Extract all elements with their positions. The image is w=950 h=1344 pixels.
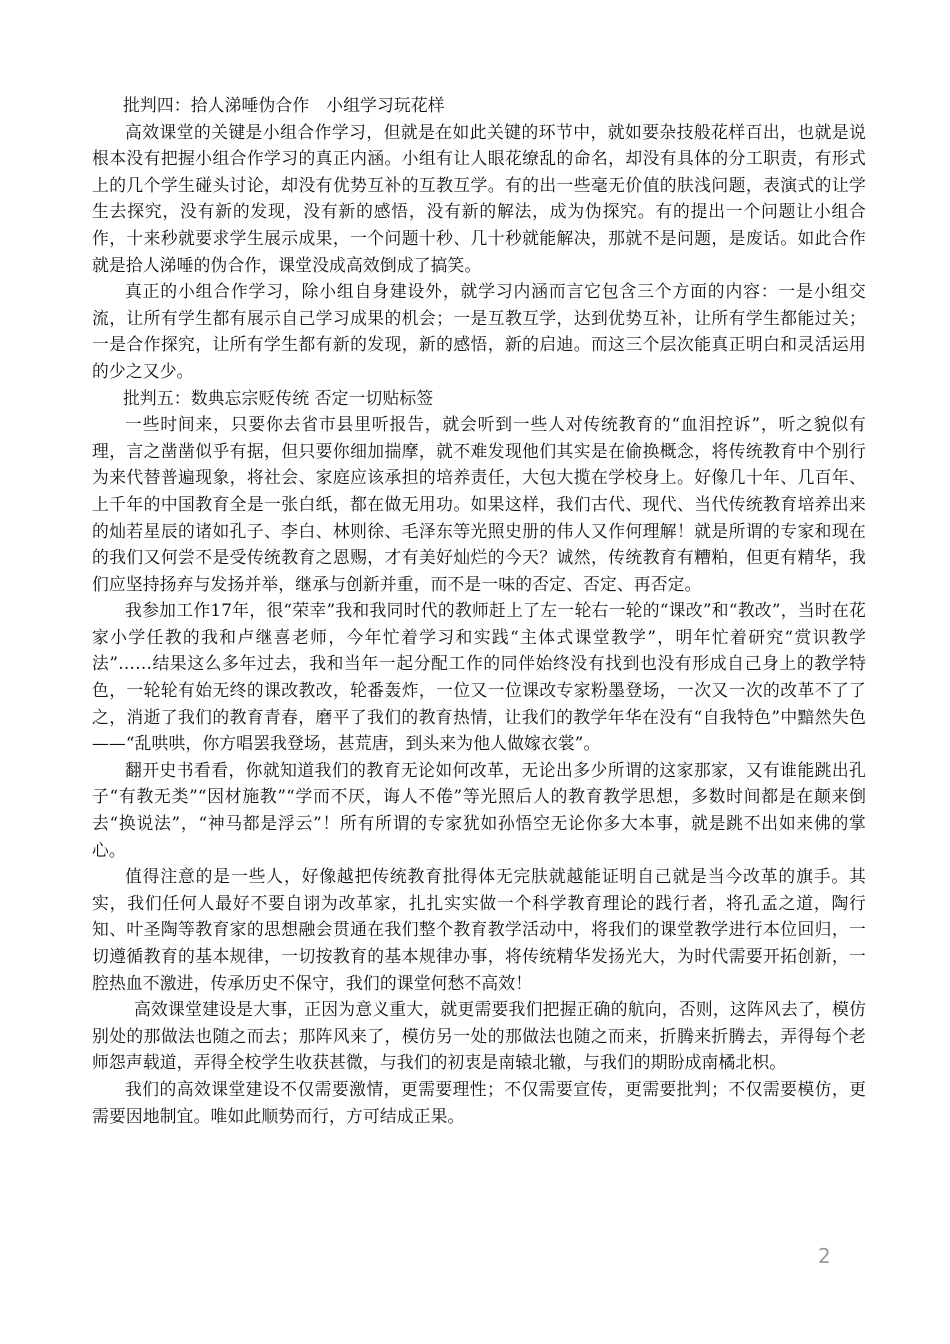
body-paragraph: 高效课堂建设是大事，正因为意义重大，就更需要我们把握正确的航向，否则，这阵风去了，模仿别处的那做法也随之而去；那阵风来了，模仿另一处的那做法也随之而来，折腾来折腾去，弄得每个老师怨声载道，弄得全校学生收获甚微，与我们的初衷是南辕北辙，与我们的期盼成南橘北枳。 — [92, 999, 866, 1073]
body-paragraph: 我参加工作17年，很“荣幸”我和我同时代的教师赶上了左一轮右一轮的“课改”和“教改”，当时在花家小学任教的我和卢继喜老师，今年忙着学习和实践“主体式课堂教学”，明年忙着研究“赏识教学法”……结果这么多年过去，我和当年一起分配工作的同伴始终没有找到也没有形成自己身上的教学特色，一轮轮有始无终的课改教改，轮番轰炸，一位又一位课改专家粉墨登场，一次又一次的改革不了了之，消逝了我们的教育青春，磨平了我们的教育热情，让我们的教学年华在没有“自我特色”中黯然失色——“乱哄哄，你方唱罢我登场，甚荒唐，到头来为他人做嫁衣裳”。 — [92, 600, 866, 754]
body-paragraph: 一些时间来，只要你去省市县里听报告，就会听到一些人对传统教育的“血泪控诉”，听之貌似有理，言之凿凿似乎有据，但只要你细加揣摩，就不难发现他们其实是在偷换概念，将传统教育中个别行为来代替普遍现象，将社会、家庭应该承担的培养责任，大包大揽在学校身上。好像几十年、几百年、上千年的中国教育全是一张白纸，都在做无用功。如果这样，我们古代、现代、当代传统教育培养出来的灿若星辰的诸如孔子、李白、林则徐、毛泽东等光照史册的伟人又作何理解！就是所谓的专家和现在的我们又何尝不是受传统教育之恩赐，才有美好灿烂的今天？诚然，传统教育有糟粕，但更有精华，我们应坚持扬弃与发扬并举，继承与创新并重，而不是一味的否定、否定、再否定。 — [92, 414, 866, 594]
body-paragraph: 高效课堂的关键是小组合作学习，但就是在如此关键的环节中，就如要杂技般花样百出，也就是说根本没有把握小组合作学习的真正内涵。小组有让人眼花缭乱的命名，却没有具体的分工职责，有形式上的几个学生碰头讨论，却没有优势互补的互教互学。有的出一些毫无价值的肤浅问题，表演式的让学生去探究，没有新的发现，没有新的感悟，没有新的解法，成为伪探究。有的提出一个问题让小组合作，十来秒就要求学生展示成果，一个问题十秒、几十秒就能解决，那就不是问题，是废话。如此合作就是拾人涕唾的伪合作，课堂没成高效倒成了搞笑。 — [92, 121, 866, 275]
document-body — [92, 92, 866, 1129]
body-paragraph: 我们的高效课堂建设不仅需要激情，更需要理性；不仅需要宣传，更需要批判；不仅需要模仿，更需要因地制宜。唯如此顺势而行，方可结成正果。 — [92, 1078, 866, 1126]
body-paragraph: 值得注意的是一些人，好像越把传统教育批得体无完肤就越能证明自己就是当今改革的旗手。其实，我们任何人最好不要自诩为改革家，扎扎实实做一个科学教育理论的践行者，将孔孟之道，陶行知、叶圣陶等教育家的思想融会贯通在我们整个教育教学活动中，将我们的课堂教学进行本位回归，一切遵循教育的基本规律，一切按教育的基本规律办事，将传统精华发扬光大，为时代需要开拓创新，一腔热血不激进，传承历史不保守，我们的课堂何愁不高效！ — [92, 866, 866, 993]
body-paragraph: 真正的小组合作学习，除小组自身建设外，就学习内涵而言它包含三个方面的内容：一是小组交流，让所有学生都有展示自己学习成果的机会；一是互教互学，达到优势互补，让所有学生都能过关；一是合作探究，让所有学生都有新的发现，新的感悟，新的启迪。而这三个层次能真正明白和灵活运用的少之又少。 — [92, 281, 866, 381]
section-heading-four: 批判四：拾人涕唾伪合作 小组学习玩花样 — [123, 95, 445, 115]
section-heading-five: 批判五：数典忘宗贬传统 否定一切贴标签 — [123, 387, 434, 408]
page-number: 2 — [818, 1244, 831, 1268]
body-paragraph: 翻开史书看看，你就知道我们的教育无论如何改革，无论出多少所谓的这家那家，又有谁能跳出孔子“有教无类”“因材施教”“学而不厌，诲人不倦”等光照后人的教育教学思想，多数时间都是在颠来倒去“换说法”，“神马都是浮云”！所有所谓的专家犹如孙悟空无论你多大本事，就是跳不出如来佛的掌心。 — [92, 759, 866, 860]
